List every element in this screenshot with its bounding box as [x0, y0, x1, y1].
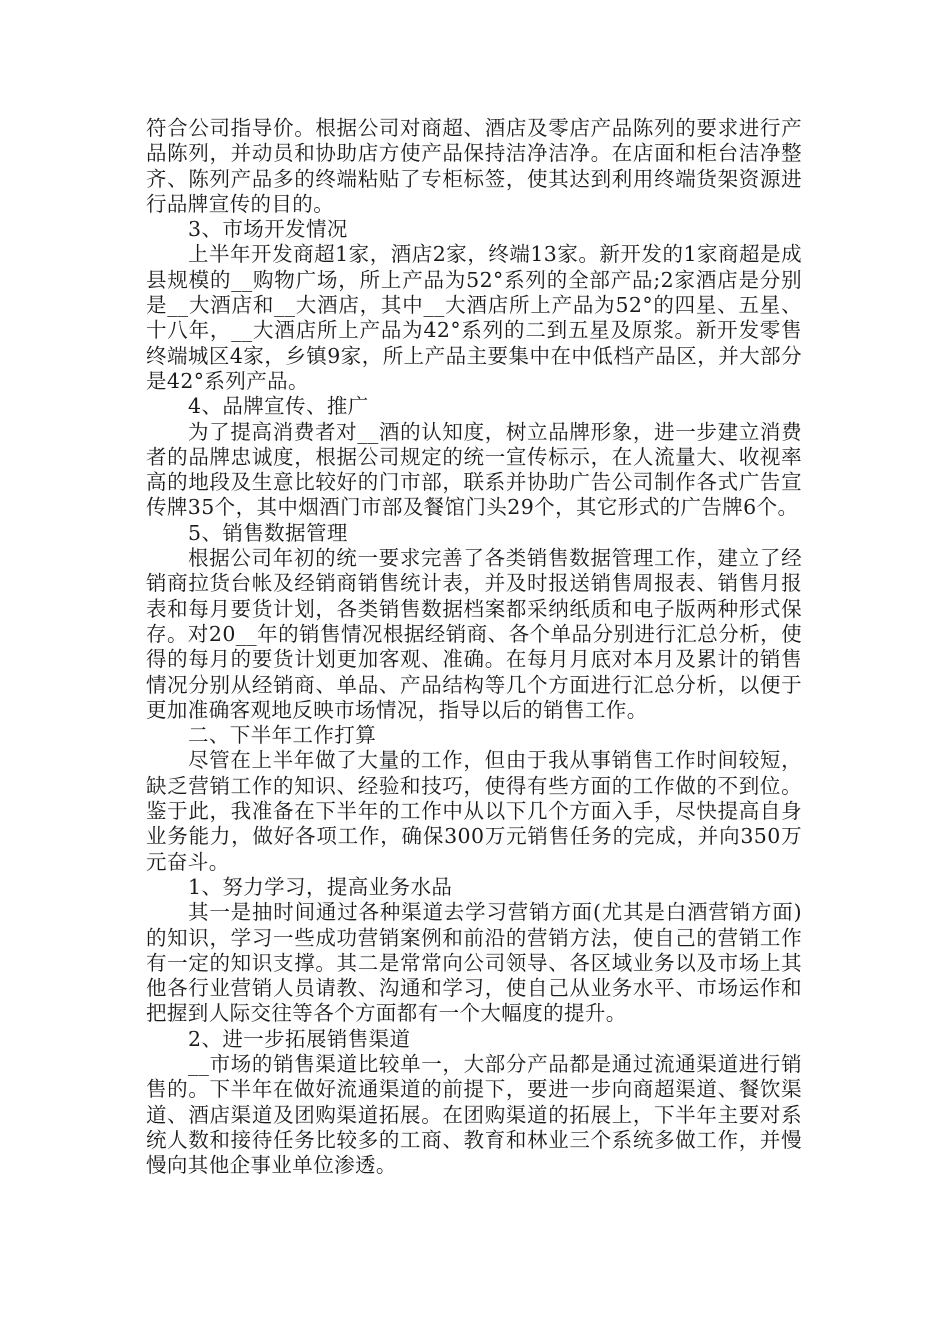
paragraph-display-standards: 符合公司指导价。根据公司对商超、酒店及零店产品陈列的要求进行产品陈列，并动员和协助店方使产品保持洁净洁净。在店面和柜台洁净整齐、陈列产品多的终端粘贴了专柜标签，使其达到利用终端货架资源进行品牌宣传的目的。 [146, 116, 802, 216]
section-heading-second-half-plan: 二、下半年工作打算 [188, 723, 377, 748]
paragraph-brand-promotion: 为了提高消费者对__酒的认知度，树立品牌形象，进一步建立消费者的品牌忠诚度，根据公司规定的统一宣传标示，在人流量大、收视率高的地段及生意比较好的门市部，联系并协助广告公司制作各式广告宣传牌35个，其中烟酒门市部及餐馆门头29个，其它形式的广告牌6个。 [146, 419, 802, 520]
section-heading-brand-promotion: 4、品牌宣传、推广 [188, 394, 369, 419]
paragraph-channels: __市场的销售渠道比较单一，大部分产品都是通过流通渠道进行销售的。下半年在做好流通渠道的前提下，要进一步向商超渠道、餐饮渠道、酒店渠道及团购渠道拓展。在团购渠道的拓展上，下半年主要对系统人数和接待任务比较多的工商、教育和林业三个系统多做工作，并慢慢向其他企事业单位渗透。 [146, 1051, 802, 1178]
section-heading-study: 1、努力学习，提高业务水品 [188, 874, 453, 899]
paragraph-study: 其一是抽时间通过各种渠道去学习营销方面(尤其是白酒营销方面)的知识，学习一些成功营销案例和前沿的营销方法，使自己的营销工作有一定的知识支撑。其二是常常向公司领导、各区域业务以及市场上其他各行业营销人员请教、沟通和学习，使自己从业务水平、市场运作和把握到人际交往等各个方面都有一个大幅度的提升。 [146, 900, 802, 1026]
section-heading-sales-data: 5、销售数据管理 [188, 520, 348, 545]
section-heading-market-development: 3、市场开发情况 [188, 217, 348, 242]
document-body [146, 116, 802, 1178]
paragraph-second-half-plan: 尽管在上半年做了大量的工作，但由于我从事销售工作时间较短，缺乏营销工作的知识、经验和技巧，使得有些方面的工作做的不到位。鉴于此，我准备在下半年的工作中从以下几个方面入手，尽快提高自身业务能力，做好各项工作，确保300万元销售任务的完成，并向350万元奋斗。 [146, 748, 802, 874]
section-heading-channels: 2、进一步拓展销售渠道 [188, 1026, 411, 1051]
paragraph-market-development: 上半年开发商超1家，酒店2家，终端13家。新开发的1家商超是成县规模的__购物广场，所上产品为52°系列的全部产品;2家酒店是分别是__大酒店和__大酒店，其中__大酒店所上产品为52°的四星、五星、十八年，__大酒店所上产品为42°系列的二到五星及原浆。新开发零售终端城区4家，乡镇9家，所上产品主要集中在中低档产品区，并大部分是42°系列产品。 [146, 242, 802, 393]
paragraph-sales-data: 根据公司年初的统一要求完善了各类销售数据管理工作，建立了经销商拉货台帐及经销商销售统计表，并及时报送销售周报表、销售月报表和每月要货计划，各类销售数据档案都采纳纸质和电子版两种形式保存。对20__年的销售情况根据经销商、各个单品分别进行汇总分析，使得的每月的要货计划更加客观、准确。在每月月底对本月及累计的销售情况分别从经销商、单品、产品结构等几个方面进行汇总分析，以便于更加准确客观地反映市场情况，指导以后的销售工作。 [146, 546, 802, 722]
